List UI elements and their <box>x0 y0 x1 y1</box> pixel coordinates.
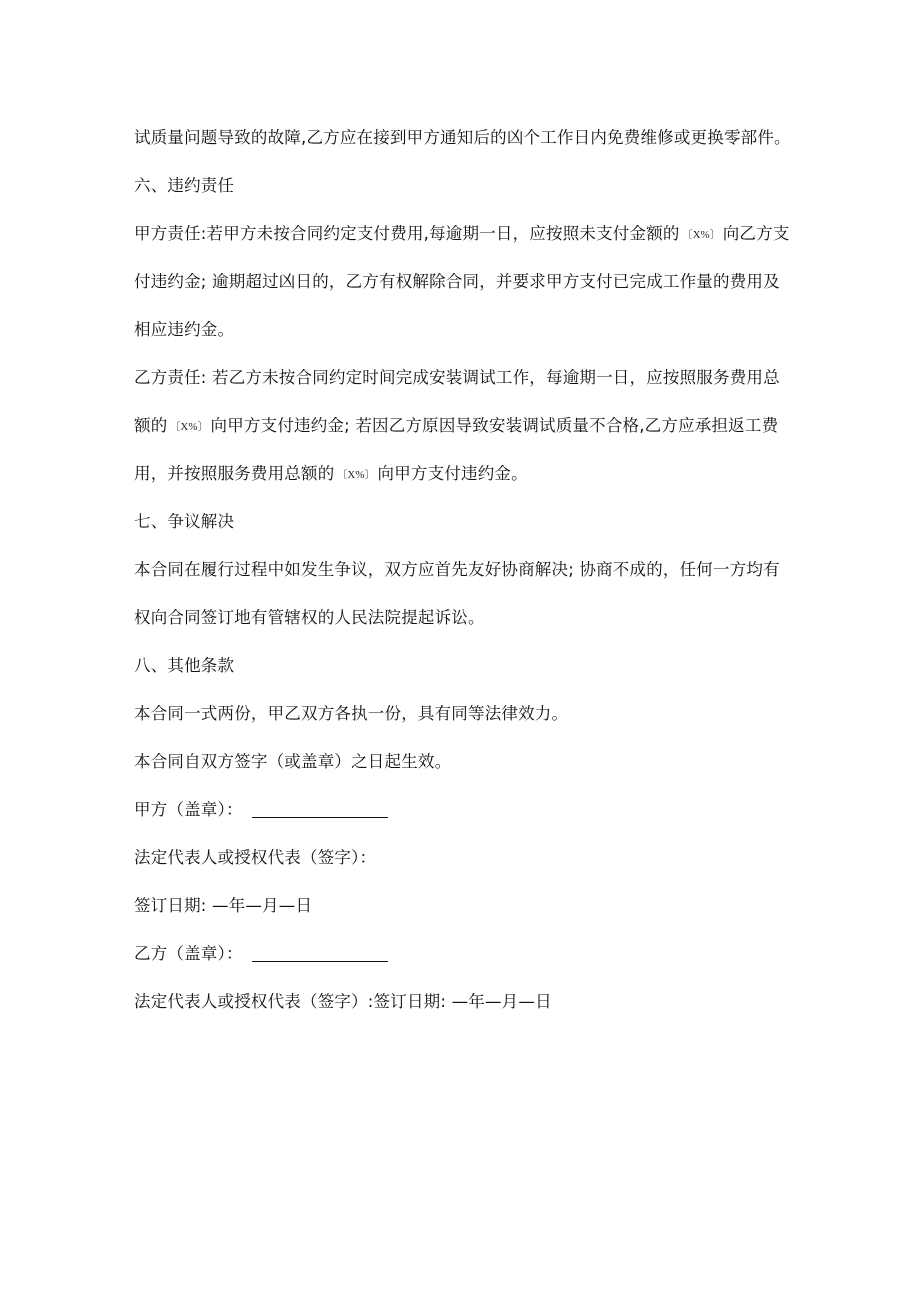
heading-text: 七、争议解决 <box>134 512 235 531</box>
line-text: 向甲方支付违约金; 若因乙方原因导致安装调试质量不合格,乙方应承担返工费 <box>210 416 779 435</box>
line-text: 向乙方支 <box>722 224 790 243</box>
party-a-seal-label: 甲方（盖章）： <box>134 800 243 819</box>
percentage-placeholder: 〔X%〕 <box>681 229 721 241</box>
section-heading-breach <box>134 174 794 198</box>
paragraph-line <box>134 318 794 342</box>
section-heading-dispute <box>134 510 794 534</box>
line-text: 本合同在履行过程中如发生争议，双方应首先友好协商解决; 协商不成的，任何一方均有 <box>134 560 780 579</box>
line-text: 付违约金; 逾期超过凶日的，乙方有权解除合同，并要求甲方支付已完成工作量的费用及 <box>134 272 780 291</box>
line-text: 向甲方支付违约金。 <box>377 464 528 483</box>
representative-label: 法定代表人或授权代表（签字）： <box>134 848 377 867</box>
line-text: 用，并按照服务费用总额的 <box>134 464 335 483</box>
representative-date-label: 法定代表人或授权代表（签字）:签订日期: —年—月—日 <box>134 992 552 1011</box>
paragraph-line <box>134 222 794 247</box>
line-text: 甲方责任:若甲方未按合同约定支付费用,每逾期一日，应按照未支付金额的 <box>134 224 680 243</box>
party-a-representative <box>134 846 794 870</box>
paragraph-line <box>134 366 794 390</box>
party-a-seal-field[interactable] <box>252 799 388 818</box>
heading-text: 六、违约责任 <box>134 176 235 195</box>
party-b-seal-label: 乙方（盖章）： <box>134 944 243 963</box>
percentage-placeholder: 〔X%〕 <box>169 421 209 433</box>
line-text: 相应违约金。 <box>134 320 235 339</box>
paragraph-line <box>134 462 794 487</box>
paragraph-line <box>134 414 794 439</box>
paragraph-line <box>134 606 794 630</box>
paragraph-line <box>134 126 794 150</box>
party-b-seal-field[interactable] <box>252 943 388 962</box>
line-text: 试质量问题导致的故障,乙方应在接到甲方通知后的凶个工作日内免费维修或更换零部件。 <box>134 128 791 147</box>
party-a-seal <box>134 798 794 822</box>
percentage-placeholder: 〔X%〕 <box>336 469 376 481</box>
party-a-sign-date <box>134 894 794 918</box>
party-b-seal <box>134 942 794 966</box>
sign-date-label: 签订日期: —年—月—日 <box>134 896 313 915</box>
heading-text: 八、其他条款 <box>134 656 235 675</box>
paragraph-line <box>134 270 794 294</box>
section-heading-other <box>134 654 794 678</box>
line-text: 权向合同签订地有管辖权的人民法院提起诉讼。 <box>134 608 485 627</box>
paragraph-line <box>134 558 794 582</box>
line-text: 本合同自双方签字（或盖章）之日起生效。 <box>134 752 452 771</box>
paragraph-line <box>134 750 794 774</box>
line-text: 本合同一式两份，甲乙双方各执一份，具有同等法律效力。 <box>134 704 569 723</box>
party-b-representative-date <box>134 990 794 1014</box>
paragraph-line <box>134 702 794 726</box>
line-text: 乙方责任: 若乙方未按合同约定时间完成安装调试工作，每逾期一日，应按照服务费用总 <box>134 368 780 387</box>
line-text: 额的 <box>134 416 168 435</box>
